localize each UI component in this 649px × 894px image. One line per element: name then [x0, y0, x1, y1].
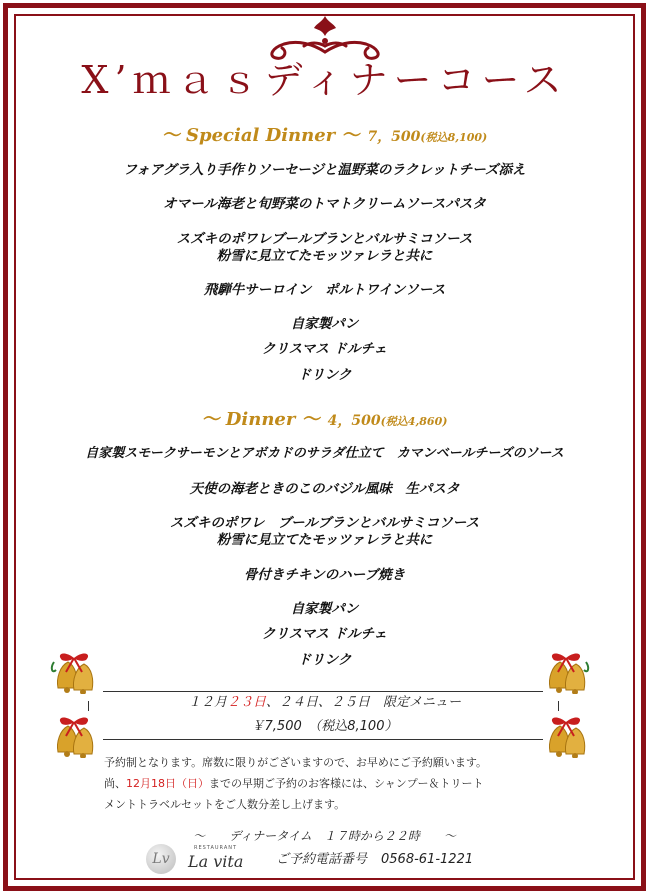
- special-dinner-heading: [0, 126, 649, 148]
- limited-highlight-date: ２３日: [226, 695, 266, 710]
- special-dinner-name: ～ Special Dinner ～: [161, 125, 360, 146]
- note-line-2-post: までの早期ご予約のお客様には、シャンプー＆トリート: [209, 777, 484, 790]
- special-dish-3: スズキのポワレブールブランとバルサミコソース: [176, 231, 473, 247]
- phone-number[interactable]: 0568-61-1221: [381, 852, 474, 867]
- christmas-bells-icon: [540, 648, 592, 694]
- limited-month: １２月: [187, 695, 227, 710]
- restaurant-logo: [146, 842, 266, 878]
- note-line-2-pre: 尚、: [104, 777, 126, 790]
- dinner-heading: [0, 410, 649, 432]
- note-highlight-date: 12月18日（日）: [126, 777, 209, 790]
- dinner-dish-3-sub: 粉雪に見立てたモッツァレラと共に: [216, 532, 433, 548]
- top-divider: [103, 691, 543, 692]
- dinner-time: ～ ディナータイム １７時から２２時 ～: [193, 829, 456, 843]
- note-line-3: メントトラベルセットをご人数分差し上げます。: [104, 798, 346, 811]
- page-title: X’ｍａｓディナーコース: [81, 58, 568, 102]
- special-dish-4: 飛騨牛サーロイン ポルトワインソース: [203, 282, 446, 298]
- dinner-name: ～ Dinner ～: [201, 409, 320, 430]
- special-dish-bread: 自家製パン: [290, 316, 359, 332]
- dinner-tax: (税込4,860): [380, 415, 448, 428]
- dinner-dish-dolce: クリスマス ドルチェ: [261, 626, 388, 642]
- reservation-phone: [276, 851, 473, 869]
- logo-small-text: RESTAURANT: [194, 845, 238, 851]
- dinner-dish-1: 自家製スモークサーモンとアボカドのサラダ仕立て カマンベールチーズのソース: [85, 446, 564, 461]
- note-line-2: [104, 775, 554, 792]
- limited-price: ￥7,500 （税込8,100）: [251, 719, 398, 734]
- dinner-dish-drink: ドリンク: [297, 652, 352, 668]
- special-dish-3-sub: 粉雪に見立てたモッツァレラと共に: [216, 248, 433, 264]
- dinner-price: 4，500: [327, 413, 381, 429]
- scroll-ornament-icon: [258, 14, 392, 60]
- bottom-divider: [103, 739, 543, 740]
- phone-label: ご予約電話番号: [276, 852, 368, 867]
- logo-name: La vita: [188, 852, 244, 871]
- limited-dates: [0, 694, 649, 712]
- dinner-dish-2: 天使の海老ときのこのバジル風味 生パスタ: [189, 481, 460, 497]
- special-dish-drink: ドリンク: [297, 367, 352, 383]
- special-dish-2: オマール海老と旬野菜のトマトクリームソースパスタ: [163, 196, 486, 212]
- dinner-dish-3: スズキのポワレ ブールブランとバルサミコソース: [169, 515, 480, 531]
- logo-mark-icon: Lv: [146, 844, 176, 874]
- dinner-dish-bread: 自家製パン: [290, 601, 359, 617]
- special-dish-1: フォアグラ入り手作りソーセージと温野菜のラクレットチーズ添え: [123, 162, 526, 178]
- limited-rest: 、２４日、２５日 限定メニュー: [266, 695, 462, 710]
- christmas-bells-icon: [48, 648, 100, 694]
- note-line-1: 予約制となります。席数に限りがございますので、お早めにご予約願います。: [104, 756, 488, 769]
- special-dinner-price: 7，500: [367, 129, 421, 145]
- dinner-dish-4: 骨付きチキンのハーブ焼き: [243, 567, 406, 583]
- special-dinner-tax: (税込8,100): [420, 131, 488, 144]
- special-dish-dolce: クリスマス ドルチェ: [261, 341, 388, 357]
